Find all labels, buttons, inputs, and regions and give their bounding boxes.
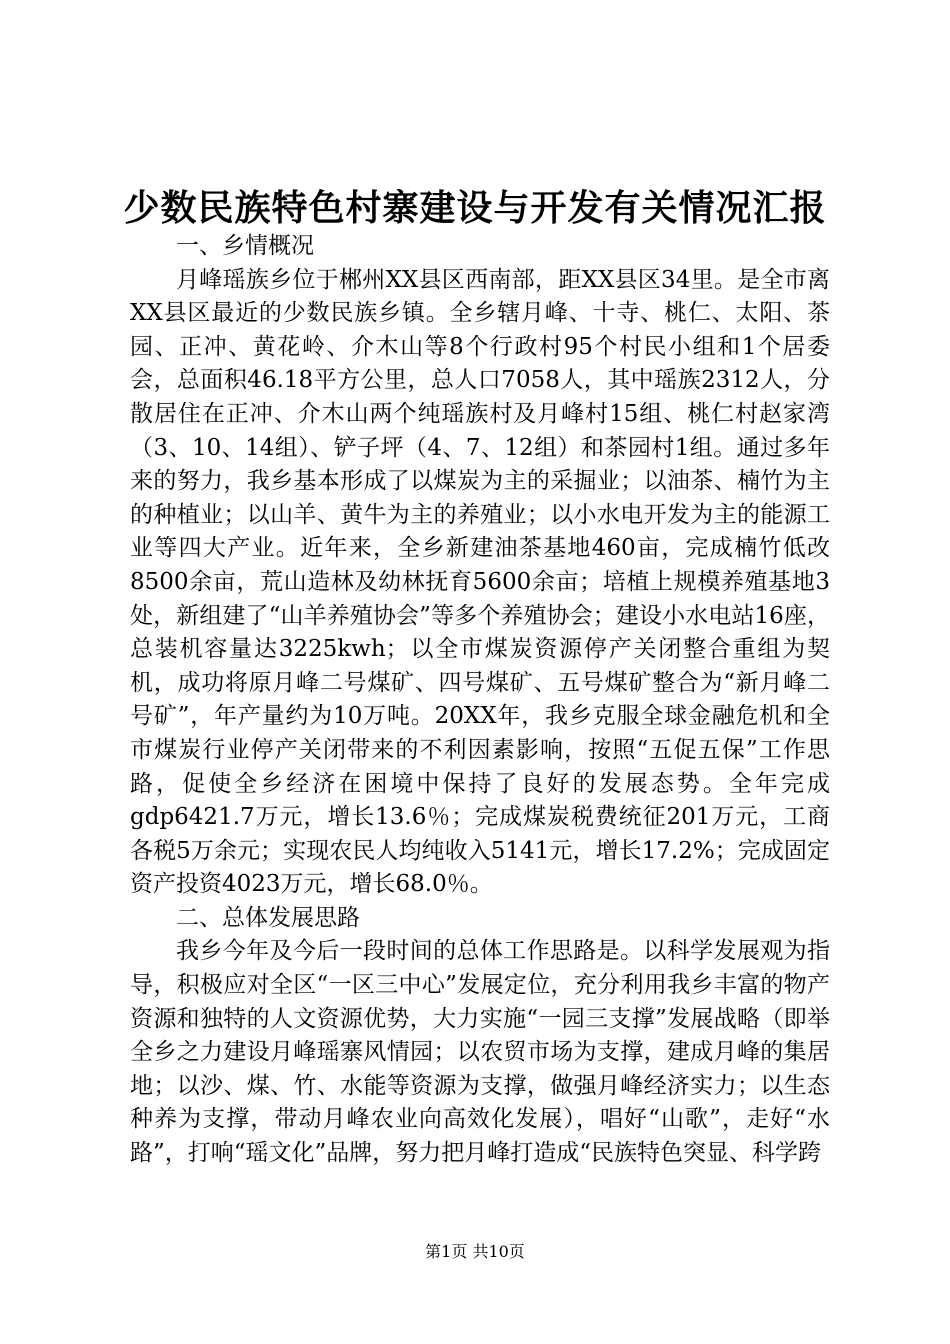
section-heading-1: 一、乡情概况 — [176, 233, 314, 259]
document-title: 少数民族特色村寨建设与开发有关情况汇报 — [123, 187, 827, 229]
document-body — [130, 230, 830, 1171]
section-paragraph-2: 我乡今年及今后一段时间的总体工作思路是。以科学发展观为指导，积极应对全区“一区三中心”发展定位，充分利用我乡丰富的物产资源和独特的人文资源优势，大力实施“一园三支撑”发展战略（即举全乡之力建设月峰瑶寨风情园；以农贸市场为支撑，建成月峰的集居地；以沙、煤、竹、水能等资源为支撑，做强月峰经济实力；以生态种养为支撑，带动月峰农业向高效化发展），唱好“山歌”，走好“水路”，打响“瑶文化”品牌，努力把月峰打造成“民族特色突显、科学跨 — [130, 938, 830, 1167]
section-heading-2: 二、总体发展思路 — [176, 904, 360, 931]
page-footer: 第1页 共10页 — [425, 1242, 525, 1261]
section-paragraph-1: 月峰瑶族乡位于郴州XX县区西南部，距XX县区34里。是全市离XX县区最近的少数民族乡镇。全乡辖月峰、十寺、桃仁、太阳、茶园、正冲、黄花岭、介木山等8个行政村95个村民小组和1个居委会，总面积46.18平方公里，总人口7058人，其中瑶族2312人，分散居住在正冲、介木山两个纯瑶族村及月峰村15组、桃仁村赵家湾（3、10、14组）、铲子坪（4、7、12组）和茶园村1组。通过多年来的努力，我乡基本形成了以煤炭为主的采掘业；以油茶、楠竹为主的种植业；以山羊、黄牛为主的养殖业；以小水电开发为主的能源工业等四大产业。近年来，全乡新建油茶基地460亩，完成楠竹低改8500余亩，荒山造林及幼林抚育5600余亩；培植上规模养殖基地3处，新组建了“山羊养殖协会”等多个养殖协会；建设小水电站16座，总装机容量达3225kwh；以全市煤炭资源停产关闭整合重组为契机，成功将原月峰二号煤矿、四号煤矿、五号煤矿整合为“新月峰二号矿”，年产量约为10万吨。20XX年，我乡克服全球金融危机和全市煤炭行业停产关闭带来的不利因素影响，按照“五促五保”工作思路，促使全乡经济在困境中保持了良好的发展态势。全年完成gdp6421.7万元，增长13.6％；完成煤炭税费统征201万元，工商各税5万余元；实现农民人均纯收入5141元，增长17.2%；完成固定资产投资4023万元，增长68.0％。 — [130, 266, 830, 898]
